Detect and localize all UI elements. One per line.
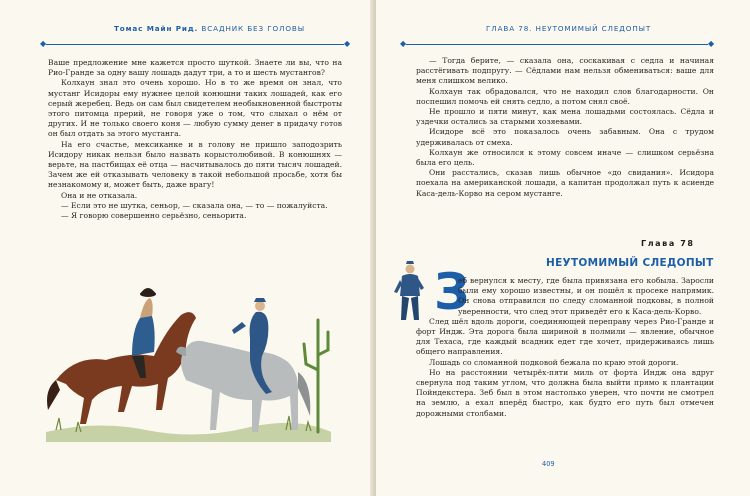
running-head-book-title: ВСАДНИК БЕЗ ГОЛОВЫ [201,24,305,33]
left-header-ornament: ◆ ◆ [40,39,351,48]
running-head-author: Томас Майн Рид. [114,24,199,33]
paragraph: Она и не отказала. [61,190,138,200]
paragraph: На его счастье, мексиканке и в голову не пришло заподозрить Исидору никак нельзя было назвать корыстолюбивой. В конюшнях — верьте, на пастбищах её отца — насчитывалось до пяти тысяч лошадей. Зачем же ей отказывать человеку в такой небольшой просьбе, хотя бы незнакомому и, может быть, даже врагу! [48,139,342,190]
paragraph: еб вернулся к месту, где была привязана его кобыла. Заросли были ему хорошо известны, и он пошёл к просеке напрямик. Он снова отправился по следу сломанной подковы, в полной уверенности, что след этот приведёт его к Каса-дель-Корво. [458,276,714,316]
paragraph: Ваше предложение мне кажется просто шуткой. Знаете ли вы, что на Рио-Гранде за одну вашу лошадь дадут три, а то и шесть мустангов? [48,58,342,78]
paragraph: Они расстались, сказав лишь обычное «до свидания». Исидора поехала на американской лошади, а капитан продолжал путь к асиенде Каса-дель-Корво на сером мустанге. [416,168,714,198]
left-page [0,0,374,496]
paragraph: Колхаун так обрадовался, что не находил слов благодарности. Он поспешил помочь ей снять седло, а потом снял своё. [416,86,714,106]
paragraph: Но на расстоянии четырёх-пяти миль от форта Индж она вдруг свернула под таким углом, что должна была выйти прямо к плантации Пойндекстера. Зеб был в этом настолько уверен, что почти не смотрел на землю, а ехал вперёд быстро, как будто его путь был отмечен дорожными столбами. [416,367,714,418]
paragraph: Лошадь со сломанной подковой бежала по краю этой дороги. [429,357,679,367]
paragraph: — Тогда берите, — сказала она, соскакивая с седла и начиная расстёгивать подпругу. — Сёдлами нам нельзя обмениваться: ваше для меня слишком велико. [416,56,714,86]
paragraph: Не прошло и пяти минут, как мена лошадьми состоялась. Сёдла и уздечки остались за старыми хозяевами. [416,107,714,127]
paragraph: — Если это не шутка, сеньор, — сказала она, — то — пожалуйста. [61,200,328,210]
drop-cap: З [434,263,470,321]
paragraph: Исидоре всё это показалось очень забавным. Она с трудом удерживалась от смеха. [416,127,714,147]
right-running-head: ГЛАВА 78. НЕУТОМИМЫЙ СЛЕДОПЫТ [486,24,652,33]
paragraph: Колхаун знал это очень хорошо. Но в то же время он знал, что мустанг Исидоры ему нужнее целой конюшни таких лошадей, как его серый жеребец. Ведь он сам был свидетелем необыкновенной быстроты этого питомца прерий, не говоря уже о том, что слыхал о нём от других. И не только своего коня — любую сумму денег в придачу готов он был отдать за этого мустанга. [48,78,342,139]
soldier-vignette [386,260,428,324]
right-body-text [416,56,714,199]
right-header-ornament: ◆ ◆ [400,39,715,48]
paragraph: Колхаун же относился к этому совсем иначе — слишком серьёзна была его цель. [416,147,714,168]
page-number: 409 [542,460,555,468]
paragraph: След шёл вдоль дороги, соединяющей переправу через Рио-Гранде и форт Индж. Эта дорога была шириной в полмили — явление, обычное для Техаса, где каждый всадник едет где хочет, придерживаясь лишь общего направления. [416,316,714,357]
left-running-head [114,24,305,33]
right-page [376,0,750,496]
left-body-text [48,58,342,221]
chapter-body-text [416,276,714,419]
horses-illustration [36,260,336,442]
chapter-label: Глава 78 [641,239,695,248]
paragraph: — Я говорю совершенно серьёзно, сеньорита. [61,211,247,221]
chapter-title: НЕУТОМИМЫЙ СЛЕДОПЫТ [546,257,714,269]
